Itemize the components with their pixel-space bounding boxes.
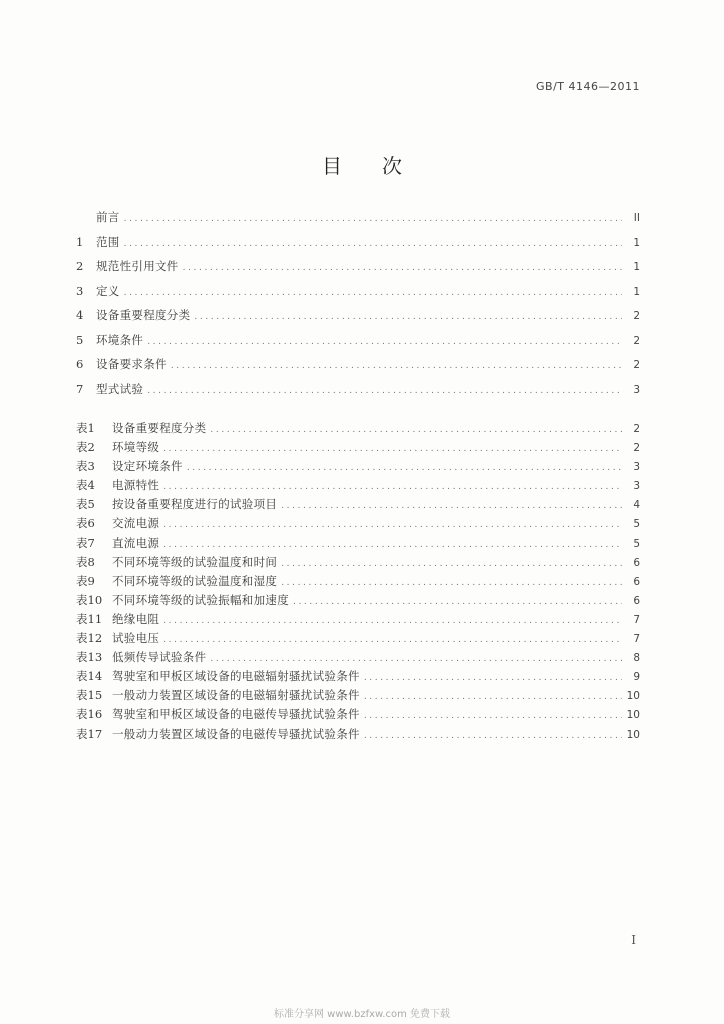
toc-entry-number: 6: [76, 357, 84, 371]
standard-code: GB/T 4146—2011: [536, 80, 640, 93]
table-entry[interactable]: [76, 649, 640, 668]
table-entry[interactable]: [76, 611, 640, 630]
table-entry-label: 试验电压: [112, 631, 160, 646]
toc-entry-page: 2: [633, 359, 640, 371]
table-entry-label: 不同环境等级的试验温度和湿度: [112, 573, 278, 588]
toc-entry-label: 型式试验: [96, 381, 144, 396]
dot-leader: [124, 214, 622, 224]
table-entry-number: 表7: [76, 535, 95, 550]
table-entry-label: 设定环境条件: [112, 459, 183, 474]
dot-leader: [364, 731, 622, 741]
table-entry-page: 5: [633, 537, 640, 550]
table-entry-label: 一般动力装置区域设备的电磁传导骚扰试验条件: [112, 726, 360, 741]
dot-leader: [171, 361, 622, 371]
table-entry-number: 表11: [76, 611, 103, 626]
toc-entry-number: 3: [76, 283, 84, 298]
page-title: 目次: [322, 154, 442, 178]
table-entry-label: 一般动力装置区域设备的电磁辐射骚扰试验条件: [112, 688, 360, 703]
dot-leader: [147, 337, 622, 347]
table-entry-number: 表15: [76, 688, 103, 703]
table-entry[interactable]: [76, 477, 640, 496]
contents-list: [76, 209, 640, 405]
dot-leader: [364, 673, 622, 683]
table-entry[interactable]: [76, 726, 640, 745]
table-entry[interactable]: [76, 687, 640, 706]
table-entry-number: 表4: [76, 478, 95, 493]
toc-entry-scope[interactable]: [76, 234, 640, 259]
toc-entry-page: 2: [633, 334, 640, 347]
toc-entry-type-tests[interactable]: [76, 381, 640, 406]
dot-leader: [183, 263, 622, 273]
table-entry-page: 7: [633, 633, 640, 646]
dot-leader: [281, 578, 622, 588]
toc-entry-page: 1: [633, 261, 640, 273]
table-entry-number: 表14: [76, 669, 103, 684]
table-entry-number: 表9: [76, 573, 95, 588]
table-entry-label: 驾驶室和甲板区域设备的电磁辐射骚扰试验条件: [112, 669, 360, 684]
table-entry-number: 表3: [76, 459, 95, 474]
table-entry-number: 表8: [76, 554, 95, 569]
toc-entry-label: 设备重要程度分类: [96, 308, 191, 322]
table-entry[interactable]: [76, 535, 640, 554]
table-entry-page: 9: [633, 671, 640, 684]
toc-entry-page: 2: [633, 310, 640, 322]
table-entry-label: 不同环境等级的试验温度和时间: [112, 554, 278, 569]
dot-leader: [124, 288, 622, 298]
toc-entry-label: 定义: [96, 283, 120, 298]
table-entry[interactable]: [76, 420, 640, 439]
dot-leader: [163, 616, 622, 626]
table-entry[interactable]: [76, 439, 640, 458]
dot-leader: [364, 711, 622, 721]
table-entry[interactable]: [76, 592, 640, 611]
table-entry-page: 6: [633, 594, 640, 607]
table-entry-page: 2: [633, 423, 640, 435]
table-entry-page: 10: [626, 709, 640, 722]
table-entry-label: 直流电源: [112, 535, 160, 550]
toc-entry-page: II: [633, 212, 640, 224]
dot-leader: [293, 597, 622, 607]
table-entry-number: 表1: [76, 421, 95, 435]
table-entry-page: 3: [633, 461, 640, 474]
table-entry-number: 表13: [76, 650, 103, 665]
dot-leader: [281, 501, 622, 511]
table-entry[interactable]: [76, 515, 640, 534]
table-entry-number: 表6: [76, 516, 95, 531]
table-entry-page: 6: [633, 556, 640, 569]
table-entry-label: 不同环境等级的试验振幅和加速度: [112, 592, 289, 607]
toc-entry-page: 3: [633, 383, 640, 396]
toc-entry-page: 1: [633, 285, 640, 298]
table-entry-page: 4: [633, 499, 640, 512]
dot-leader: [210, 425, 622, 435]
table-entry[interactable]: [76, 496, 640, 515]
table-entry[interactable]: [76, 458, 640, 477]
table-entry-label: 环境等级: [112, 440, 160, 455]
dot-leader: [163, 444, 622, 454]
toc-entry-foreword[interactable]: [76, 209, 640, 234]
footer-watermark: 标准分享网 www.bzfxw.com 免费下载: [274, 1009, 450, 1020]
table-entry-page: 10: [626, 728, 640, 741]
table-entry-label: 按设备重要程度进行的试验项目: [112, 497, 278, 512]
table-entry-page: 2: [633, 442, 640, 455]
table-entry-number: 表16: [76, 707, 103, 722]
table-entry-page: 3: [633, 480, 640, 493]
table-entry-page: 5: [633, 518, 640, 531]
toc-entry-label: 规范性引用文件: [96, 259, 179, 273]
table-entry-label: 设备重要程度分类: [112, 421, 207, 435]
table-entry-page: 6: [633, 575, 640, 588]
table-entry-page: 10: [626, 690, 640, 703]
toc-entry-number: 1: [76, 234, 84, 249]
table-entry-label: 低频传导试验条件: [112, 650, 207, 665]
toc-entry-label: 范围: [96, 234, 120, 249]
dot-leader: [163, 540, 622, 550]
toc-entry-number: 5: [76, 332, 84, 347]
table-entry-number: 表17: [76, 726, 103, 741]
toc-entry-number: 2: [76, 259, 84, 273]
table-entry[interactable]: [76, 706, 640, 725]
toc-entry-label: 设备要求条件: [96, 357, 167, 371]
dot-leader: [194, 312, 622, 322]
dot-leader: [163, 520, 622, 530]
toc-entry-requirements[interactable]: [76, 356, 640, 381]
table-entry[interactable]: [76, 668, 640, 687]
toc-entry-environment[interactable]: [76, 332, 640, 357]
table-entry-page: 7: [633, 613, 640, 626]
table-entry[interactable]: [76, 630, 640, 649]
table-entry-number: 表5: [76, 497, 95, 512]
table-entry[interactable]: [76, 554, 640, 573]
toc-entry-number: 4: [76, 308, 84, 322]
dot-leader: [163, 635, 622, 645]
toc-entry-number: 7: [76, 381, 84, 396]
toc-entry-normative-references[interactable]: [76, 258, 640, 283]
toc-entry-page: 1: [633, 236, 640, 249]
toc-entry-classification[interactable]: [76, 307, 640, 332]
tables-list: [76, 420, 640, 745]
table-entry-label: 交流电源: [112, 516, 160, 531]
table-entry-number: 表12: [76, 631, 103, 646]
toc-entry-definitions[interactable]: [76, 283, 640, 308]
dot-leader: [210, 654, 622, 664]
dot-leader: [187, 463, 622, 473]
table-entry-label: 电源特性: [112, 478, 160, 493]
page-number: I: [631, 933, 636, 947]
table-entry-label: 驾驶室和甲板区域设备的电磁传导骚扰试验条件: [112, 707, 360, 722]
table-entry[interactable]: [76, 573, 640, 592]
table-entry-label: 绝缘电阻: [112, 611, 160, 626]
dot-leader: [147, 386, 622, 396]
table-entry-number: 表10: [76, 592, 103, 607]
table-entry-page: 8: [633, 652, 640, 665]
dot-leader: [163, 482, 622, 492]
table-entry-number: 表2: [76, 440, 95, 455]
dot-leader: [281, 559, 622, 569]
dot-leader: [124, 239, 622, 249]
dot-leader: [364, 692, 622, 702]
toc-entry-label: 前言: [96, 210, 120, 224]
toc-entry-label: 环境条件: [96, 332, 144, 347]
